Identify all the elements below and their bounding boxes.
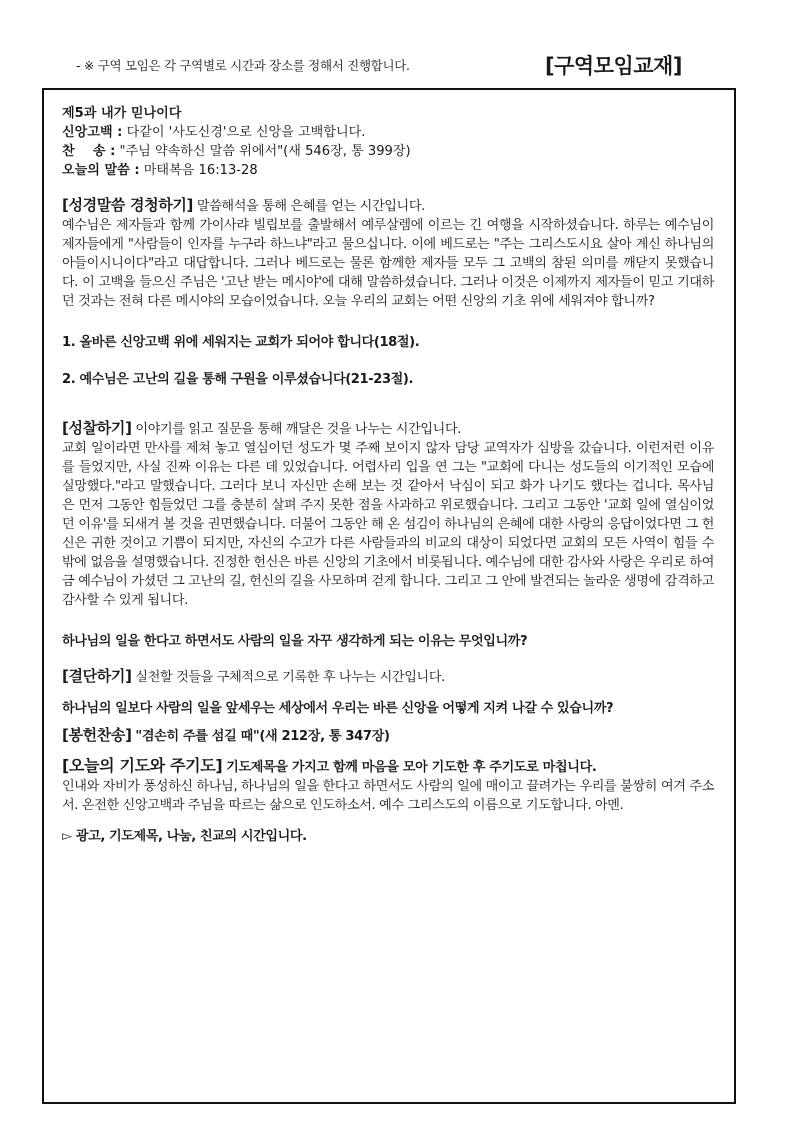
bible-body: 예수님은 제자들과 함께 가이사랴 빌립보를 출발해서 예루살렘에 이르는 긴 여행을 시작하셨습니다. 하루는 예수님이 제자들에게 "사람들이 인자를 누구라 하느냐"라고 물으십니다. 이에 베드로는 "주는 그리스도시요 살아 계신 하나님의 아들이시니이다"라고 대답합니다. 그러나 베드로는 물론 함께한 제자들 모두 그 고백의 참된 의미를 깨닫지 못했습니다. 이 고백을 들으신 주님은 '고난 받는 메시야'에 대해 말씀하셨습니다. 그러나 이것은 이제까지 제자들이 믿고 기대하던 것과는 전혀 다른 메시야의 모습이었습니다. 오늘 우리의 교회는 어떤 신앙의 기초 위에 세워져야 합니까? xyxy=(62,218,714,309)
decide-heading xyxy=(62,667,714,687)
word-label: 오늘의 말씀 : xyxy=(62,163,140,178)
confession-text: 다같이 '사도신경'으로 신앙을 고백합니다. xyxy=(126,125,366,140)
reflect-intro: 이야기를 읽고 질문을 통해 깨달은 것을 나누는 시간입니다. xyxy=(135,422,462,437)
decide-section xyxy=(62,667,714,718)
bible-point-1: 1. 올바른 신앙고백 위에 세워지는 교회가 되어야 합니다(18절). xyxy=(62,335,420,350)
confession-line xyxy=(62,123,714,142)
lesson-title: 제5과 내가 믿나이다 xyxy=(62,106,182,121)
decide-question: 하나님의 일보다 사람의 일을 앞세우는 세상에서 우리는 바른 신앙을 어떻게 지켜 나갈 수 있습니까? xyxy=(62,701,614,716)
reflect-body: 교회 일이라면 만사를 제쳐 놓고 열심이던 성도가 몇 주째 보이지 않자 담당 교역자가 심방을 갔습니다. 이런저런 이유를 들었지만, 사실 진짜 이유는 다른 데 있었습니다. 어렵사리 입을 연 그는 "교회에 다니는 성도들의 이기적인 모습에 실망했다."라고 말했습니다. 그러다 보니 자신만 손해 보는 것 같아서 낙심이 되고 화가 나기도 했다는 겁니다. 목사님은 먼저 그동안 힘들었던 그를 충분히 살펴 주지 못한 점을 사과하고 위로했습니다. 그리고 그동안 '교회 일에 열심이었던 이유'를 되새겨 볼 것을 권면했습니다. 더불어 그동안 해 온 섬김이 하나님의 은혜에 대한 사랑의 응답이었다면 그 헌신은 귀한 것이고 기쁨이 되지만, 자신의 수고가 다른 사람들과의 비교의 대상이 되었다면 교회의 모든 사역이 힘들 수밖에 없음을 설명했습니다. 진정한 헌신은 바른 신앙의 기초에서 비롯됩니다. 예수님에 대한 감사와 사랑은 우리로 하여금 예수님이 가셨던 그 고난의 길, 헌신의 길을 사모하며 걷게 합니다. 그리고 그 안에 발견되는 놀라운 생명에 감격하고 감사할 수 있게 됩니다. xyxy=(62,441,714,608)
prayer-tag: [오늘의 기도와 주기도] xyxy=(62,756,223,775)
decide-intro: 실천할 것들을 구체적으로 기록한 후 나누는 시간입니다. xyxy=(135,670,445,685)
prayer-intro: 기도제목을 가지고 함께 마음을 모아 기도한 후 주기도로 마칩니다. xyxy=(226,760,597,775)
confession-label: 신앙고백 : xyxy=(62,125,123,140)
prayer-heading xyxy=(62,756,714,777)
bible-intro: 말씀해석을 통해 은혜를 얻는 시간입니다. xyxy=(196,199,425,214)
offering-section xyxy=(62,726,714,746)
offering-text: "겸손히 주를 섬길 때"(새 212장, 통 347장) xyxy=(135,729,390,744)
bible-section xyxy=(62,196,714,389)
page-title: [구역모임교재] xyxy=(545,54,682,78)
offering-line xyxy=(62,726,714,746)
content-frame xyxy=(42,88,736,1104)
hymn-line xyxy=(62,142,714,161)
notice-line: - ※ 구역 모임은 각 구역별로 시간과 장소를 정해서 진행합니다. xyxy=(76,58,410,73)
reflect-heading xyxy=(62,419,714,439)
lesson-content xyxy=(62,104,714,846)
decide-tag: [결단하기] xyxy=(62,667,132,685)
bible-point-2: 2. 예수님은 고난의 길을 통해 구원을 이루셨습니다(21-23절). xyxy=(62,372,414,387)
hymn-text: "주님 약속하신 말씀 위에서"(새 546장, 통 399장) xyxy=(119,144,411,159)
hymn-label: 찬 송 : xyxy=(62,144,116,159)
reflect-question: 하나님의 일을 한다고 하면서도 사람의 일을 자꾸 생각하게 되는 이유는 무엇입니까? xyxy=(62,634,528,649)
reflect-section xyxy=(62,419,714,651)
prayer-body: 인내와 자비가 풍성하신 하나님, 하나님의 일을 한다고 하면서도 사람의 일에 매이고 끌려가는 우리를 불쌍히 여겨 주소서. 온전한 신앙고백과 주님을 따르는 삶으로 인도하소서. 예수 그리스도의 이름으로 기도합니다. 아멘. xyxy=(62,779,714,813)
bible-heading xyxy=(62,196,714,216)
bible-tag: [성경말씀 경청하기] xyxy=(62,196,194,214)
word-text: 마태복음 16:13-28 xyxy=(143,163,258,178)
prayer-section xyxy=(62,756,714,846)
word-line xyxy=(62,161,714,180)
offering-tag: [봉헌찬송] xyxy=(62,726,132,744)
closing-line: ▻ 광고, 기도제목, 나눔, 친교의 시간입니다. xyxy=(62,829,307,844)
reflect-tag: [성찰하기] xyxy=(62,419,132,437)
